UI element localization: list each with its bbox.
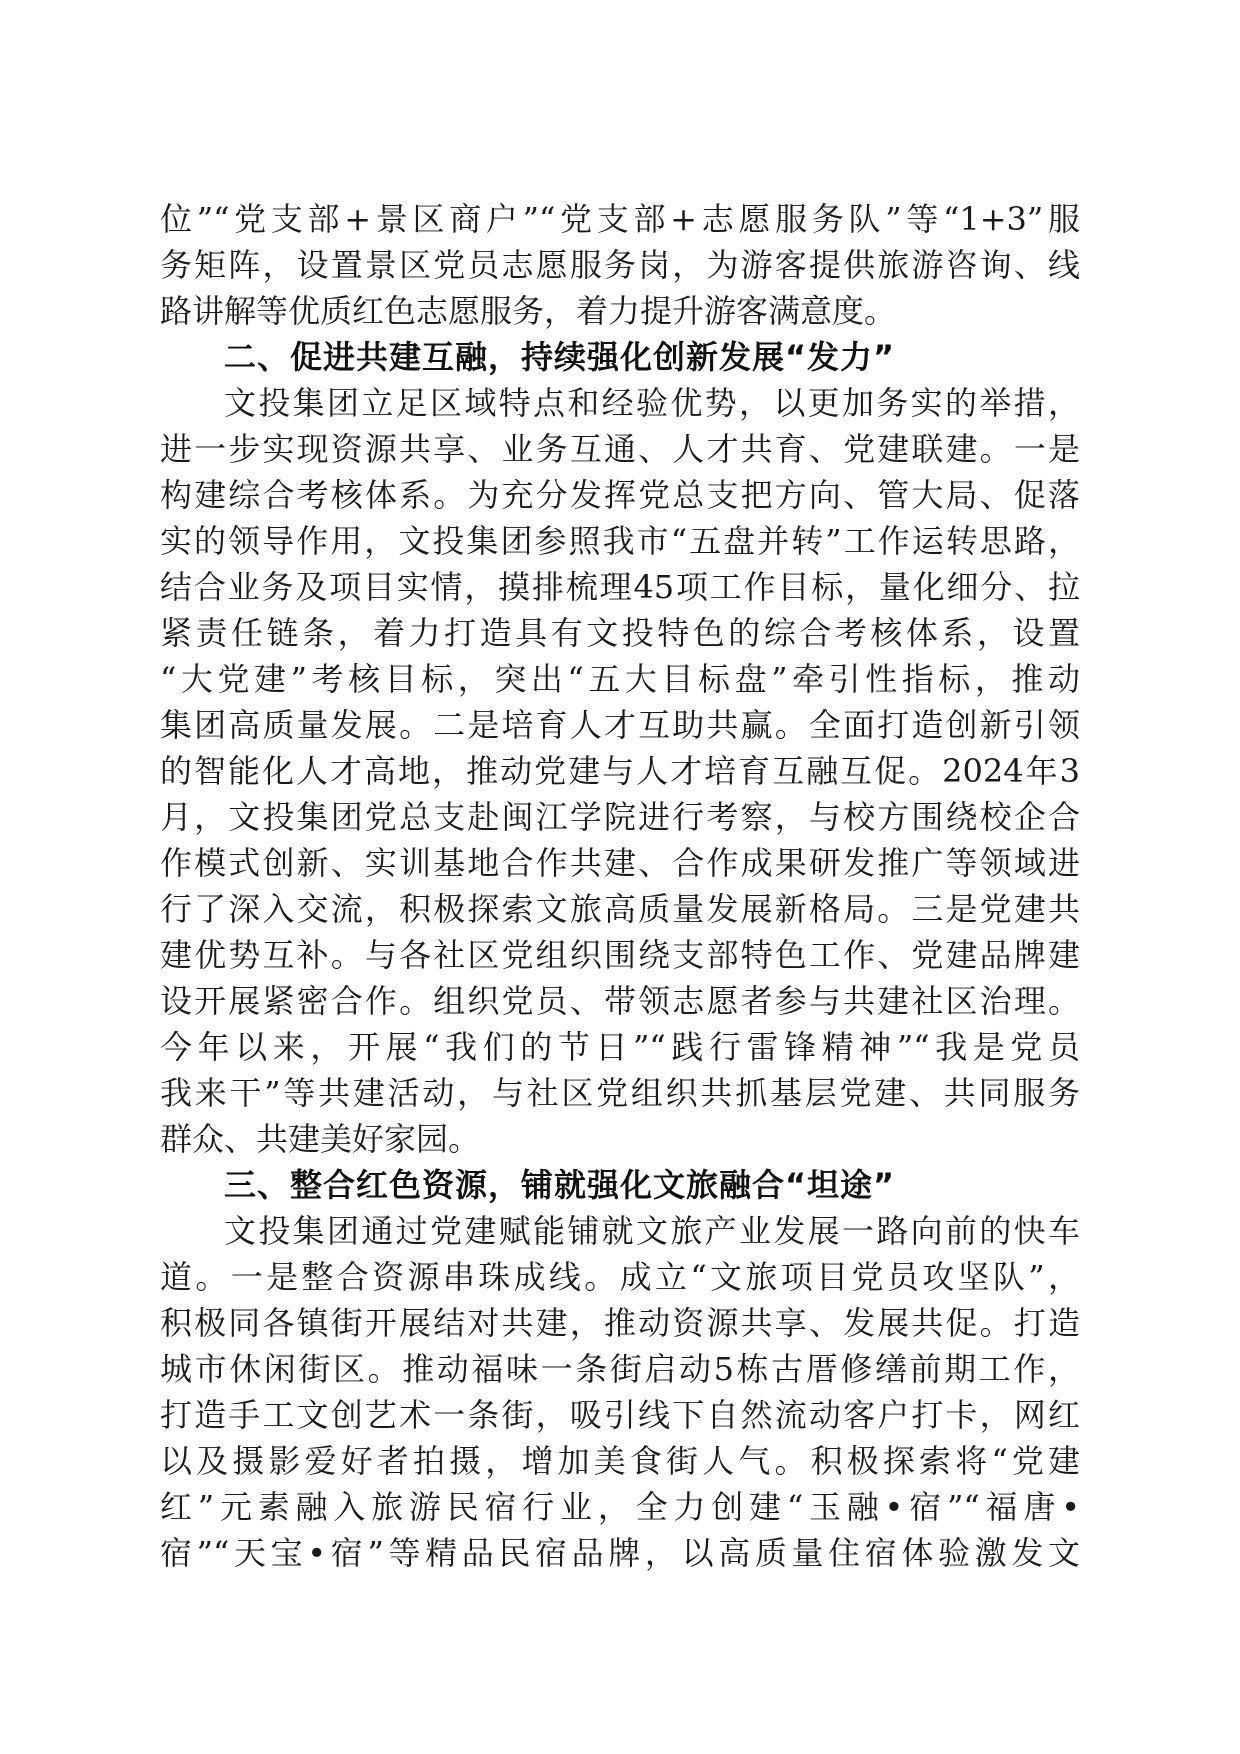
paragraph-line: 构建综合考核体系。为充分发挥党总支把方向、管大局、促落: [160, 476, 1080, 514]
paragraph-line: 紧责任链条，着力打造具有文投特色的综合考核体系，设置: [160, 614, 1080, 652]
paragraph-line: 的智能化人才高地，推动党建与人才培育互融互促。2024年3: [160, 752, 1080, 790]
document-body: [160, 196, 1080, 1576]
paragraph-line: 集团高质量发展。二是培育人才互助共赢。全面打造创新引领: [160, 706, 1080, 744]
paragraph-line: 位”“党支部+景区商户”“党支部+志愿服务队”等“1+3”服: [160, 200, 1080, 238]
paragraph-line: 文投集团通过党建赋能铺就文旅产业发展一路向前的快车: [224, 1212, 1080, 1250]
paragraph-line: 群众、共建美好家园。: [160, 1120, 481, 1158]
paragraph-line: 进一步实现资源共享、业务互通、人才共育、党建联建。一是: [160, 430, 1080, 468]
paragraph-line: 城市休闲街区。推动福味一条街启动5栋古厝修缮前期工作，: [160, 1350, 1080, 1388]
section-heading-3: 三、整合红色资源，铺就强化文旅融合“坦途”: [224, 1166, 896, 1204]
paragraph-line: 结合业务及项目实情，摸排梳理45项工作目标，量化细分、拉: [160, 568, 1080, 606]
paragraph-line: 宿”“天宝•宿”等精品民宿品牌，以高质量住宿体验激发文: [160, 1534, 1080, 1572]
paragraph-line: 积极同各镇街开展结对共建，推动资源共享、发展共促。打造: [160, 1304, 1080, 1342]
paragraph-line: 作模式创新、实训基地合作共建、合作成果研发推广等领域进: [160, 844, 1080, 882]
paragraph-line: 文投集团立足区域特点和经验优势，以更加务实的举措，: [224, 384, 1080, 422]
paragraph-line: 月，文投集团党总支赴闽江学院进行考察，与校方围绕校企合: [160, 798, 1080, 836]
paragraph-line: 今年以来，开展“我们的节日”“践行雷锋精神”“我是党员: [160, 1028, 1080, 1066]
paragraph-line: 务矩阵，设置景区党员志愿服务岗，为游客提供旅游咨询、线: [160, 246, 1080, 284]
section-heading-2: 二、促进共建互融，持续强化创新发展“发力”: [224, 338, 896, 376]
paragraph-line: 我来干”等共建活动，与社区党组织共抓基层党建、共同服务: [160, 1074, 1080, 1112]
paragraph-line: 建优势互补。与各社区党组织围绕支部特色工作、党建品牌建: [160, 936, 1080, 974]
paragraph-line: 设开展紧密合作。组织党员、带领志愿者参与共建社区治理。: [160, 982, 1080, 1020]
paragraph-line: 实的领导作用，文投集团参照我市“五盘并转”工作运转思路，: [160, 522, 1080, 560]
paragraph-line: 道。一是整合资源串珠成线。成立“文旅项目党员攻坚队”，: [160, 1258, 1080, 1296]
paragraph-line: 以及摄影爱好者拍摄，增加美食街人气。积极探索将“党建: [160, 1442, 1080, 1480]
paragraph-line: 红”元素融入旅游民宿行业，全力创建“玉融•宿”“福唐•: [160, 1488, 1080, 1526]
paragraph-line: 打造手工文创艺术一条街，吸引线下自然流动客户打卡，网红: [160, 1396, 1080, 1434]
paragraph-line: 行了深入交流，积极探索文旅高质量发展新格局。三是党建共: [160, 890, 1080, 928]
paragraph-line: 路讲解等优质红色志愿服务，着力提升游客满意度。: [160, 292, 897, 330]
paragraph-line: “大党建”考核目标，突出“五大目标盘”牵引性指标，推动: [160, 660, 1080, 698]
